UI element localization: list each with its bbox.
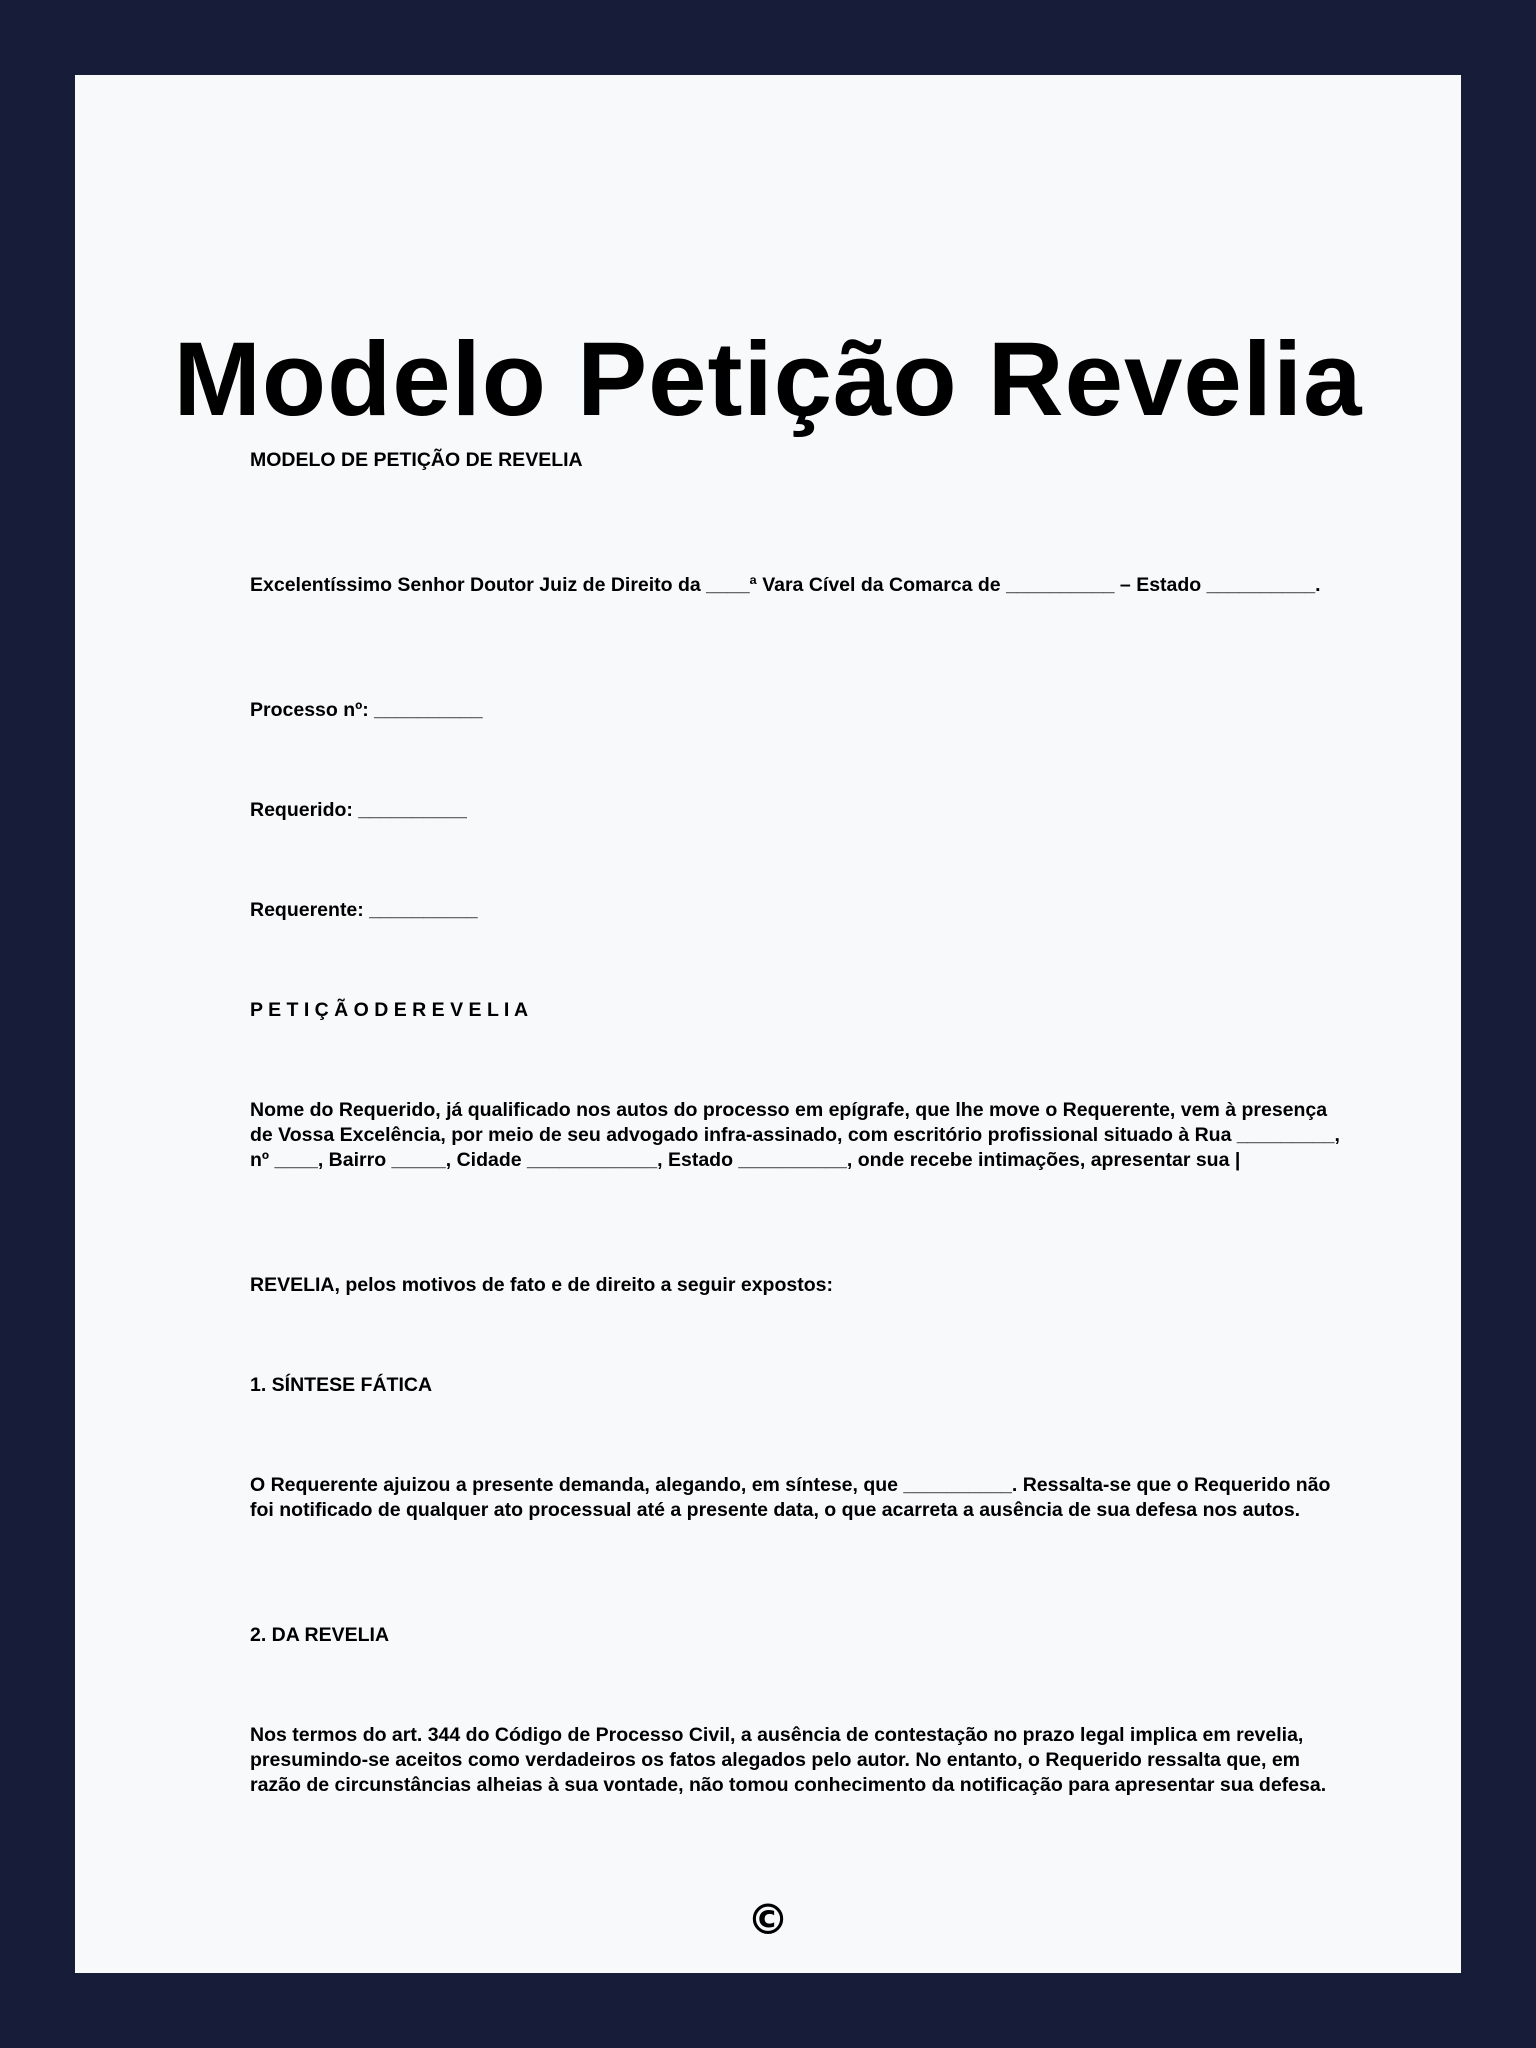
copyright-icon: © — [747, 1895, 789, 1944]
document-heading: MODELO DE PETIÇÃO DE REVELIA — [250, 449, 583, 471]
revelia-line: REVELIA, pelos motivos de fato e de direito a seguir expostos: — [250, 1274, 833, 1296]
plaintiff-field: Requerente: __________ — [250, 899, 478, 921]
section-2-text: Nos termos do art. 344 do Código de Processo Civil, a ausência de contestação no prazo legal implica em revelia, presumindo-se aceitos como verdadeiros os fatos alegados pelo autor. No entanto, o Requerido ressalta que, em razão de circunstâncias alheias à sua vontade, não tomou conhecimento da notificação para apresentar sua defesa. — [250, 1724, 1327, 1796]
court-address: Excelentíssimo Senhor Doutor Juiz de Direito da ____ª Vara Cível da Comarca de __________ – Estado __________. — [250, 574, 1321, 596]
defendant-field: Requerido: __________ — [250, 799, 467, 821]
section-1-title: 1. SÍNTESE FÁTICA — [250, 1374, 433, 1396]
section-1-text: O Requerente ajuizou a presente demanda, alegando, em síntese, que __________. Ressalta-se que o Requerido não foi notificado de qualquer ato processual até a presente data, o que acarreta a ausência de sua defesa nos autos. — [250, 1474, 1331, 1521]
section-2-title: 2. DA REVELIA — [250, 1624, 390, 1646]
document-page — [75, 75, 1461, 1973]
intro-paragraph: Nome do Requerido, já qualificado nos autos do processo em epígrafe, que lhe move o Requerente, vem à presença de Vossa Excelência, por meio de seu advogado infra-assinado, com escritório profissional situado à Rua _________, nº ____, Bairro _____, Cidade ____________, Estado __________, onde recebe intimações, apresentar sua | — [250, 1099, 1340, 1171]
process-number: Processo nº: __________ — [250, 699, 483, 721]
document-title: Modelo Petição Revelia — [173, 321, 1363, 438]
petition-title: P E T I Ç Ã O D E R E V E L I A — [250, 999, 529, 1021]
